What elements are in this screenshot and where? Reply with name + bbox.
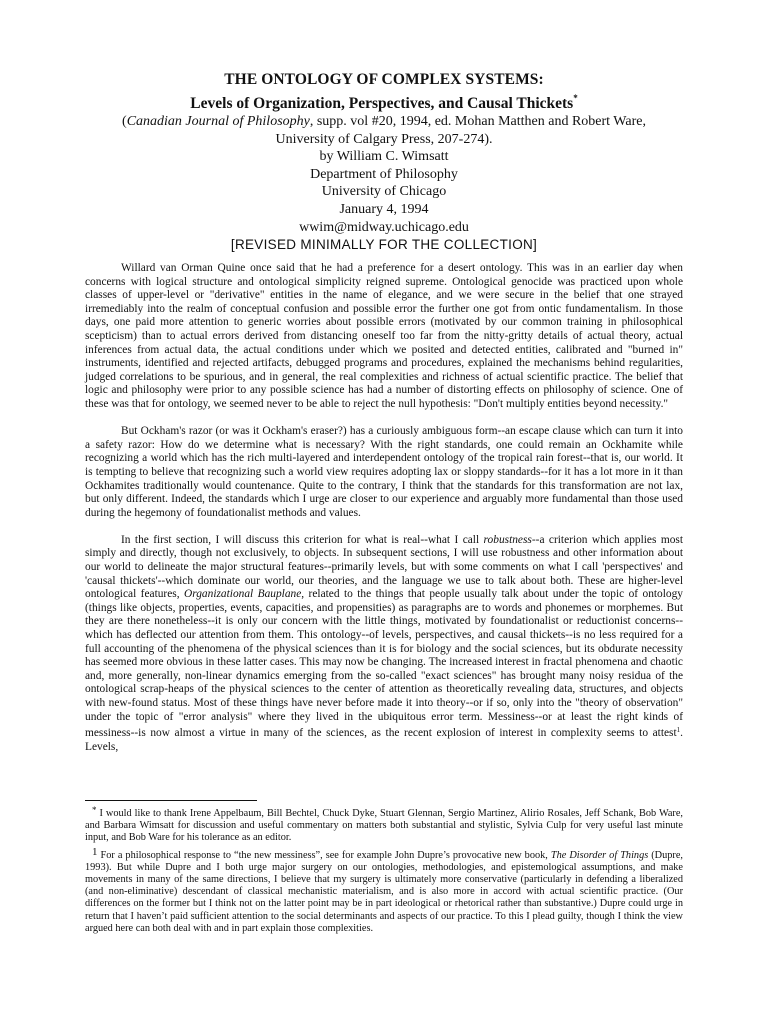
term-organizational-bauplane: Organizational Bauplane — [184, 588, 302, 601]
email-line[interactable]: wwim@midway.uchicago.edu — [299, 219, 469, 235]
footnote-1-text-a: For a philosophical response to “the new messiness”, see for example John Dupre’s provocative new book, — [100, 849, 551, 861]
paragraph-3-part-b: --a criterion which applies most simply and directly, though not exclusively, to objects. In subsequent sections, I will use robustness and other information about our world to delineate the major structural features--primarily levels, but with some comments on what I call 'perspectives' and 'causal thickets'--which dominate our world, our theories, and the language we use to talk about both. These are higher-level ontological features, — [85, 533, 683, 601]
term-robustness: robustness — [483, 533, 532, 546]
paragraph-3-part-c: , related to the things that people usually talk about under the topic of ontology (things like objects, properties, events, capacities, and propensities) as paragraphs are to words and phonemes or morphemes. But they are there nonetheless--it is only our concern with the little things, motivated by foundationalist or reductionist concerns--which has deflected our attention from them. This ontology--of levels, perspectives, and causal thickets--is no less required for a full accounting of the phenomena of the physical sciences than it is for biology and the social sciences, but its obdurate necessity has seemed more obvious in these latter cases. This may now be changing. The increased interest in fractal phenomena and chaotic and, more generally, non-linear dynamics emerging from the so-called "exact sciences" has brought many noisy residua of the ontological scrap-heaps of the physical sciences to the center of attention as theoretically revealing data, structures, and objects with new-found status. Most of these things have never before made it into theory--or if so, only into the "theory of observation" under the topic of "error analysis" where they lived in the ubiquitous error term. Messiness--or at least the right kinds of messiness--is now almost a virtue in many of the sciences, as the recent explosion of interest in complexity seems to attest — [85, 588, 683, 740]
paragraph-3-part-d: . Levels, — [85, 727, 683, 753]
paragraph-2: But Ockham's razor (or was it Ockham's eraser?) has a curiously ambiguous form--an escape clause which can turn it into a safety razor: How do we determine what is necessary? With the right standards, one could remain an Ockhamite while recognizing a world which has the rich multi-layered and interdependent ontology of the tropical rain forest--that is, our world. It is tempting to believe that recognizing such a world view requires adopting lax or sloppy standards--for it has a lot more in it than Ockhamites traditionally would countenance. Quite to the contrary, I think that the standards for this transformation are not lax, but only different. Indeed, the standards which I urge are closer to our experience and arguably more fundamental than those used during the hegemony of foundationalist methods and values. — [85, 425, 683, 519]
body-text — [85, 262, 683, 768]
footnote-1 — [85, 846, 683, 935]
citation-open: ( — [122, 114, 127, 129]
footnote-1-mark: 1 — [92, 845, 98, 858]
university-line: University of Chicago — [321, 184, 447, 200]
date-line: January 4, 1994 — [339, 201, 429, 217]
paragraph-3-part-a: In the first section, I will discuss this criterion for what is real--what I call — [121, 533, 484, 546]
footnote-star — [85, 804, 683, 845]
citation-line-1 — [0, 113, 768, 131]
footnote-1-text-b: (Dupre, 1993). But while Dupre and I both urge major surgery on our ontologies, methodologies, and epistemological assumptions, and make movements in many of the same directions, I believe that my surgery is ultimately more conservative (particularly in defending a liberalized (and non-eliminative) descendant of classical mechanistic materialism, and is also more in accord with actual scientific practice. (Our differences on the former but I think not on the latter point may be in part ideological or rhetorical rather than substantive.) Dupre could urge in return that I haven’t paid sufficient attention to the social determinants and aspects of our practice. To this I plead guilty, though I think the view argued here can both deal with and in part explain those complexities. — [85, 849, 683, 934]
citation-line-2: University of Calgary Press, 207-274). — [275, 131, 493, 147]
footnote-divider — [85, 800, 257, 801]
document-title: THE ONTOLOGY OF COMPLEX SYSTEMS: — [224, 71, 544, 88]
footnote-star-text: I would like to thank Irene Appelbaum, Bill Bechtel, Chuck Dyke, Stuart Glennan, Sergio Martinez, Alirio Rosales, Jeff Schank, Bob Ware, and Barbara Wimsatt for discussion and useful commentary on matters both substantial and stylistic, Sylvia Culp for very useful last minute input, and Bob Ware for his tolerance as an editor. — [85, 808, 683, 844]
document-subtitle — [0, 89, 768, 113]
department-line: Department of Philosophy — [310, 166, 458, 182]
paragraph-3 — [85, 534, 683, 755]
revised-note: [REVISED MINIMALLY FOR THE COLLECTION] — [230, 237, 538, 253]
paragraph-1: Willard van Orman Quine once said that he had a preference for a desert ontology. This was in an earlier day when concerns with logical structure and ontological simplicity reigned supreme. Ontological genocide was practiced upon whole classes of upper-level or "derivative" entities in the name of elegance, and we were secure in the belief that one strayed irremediably into the realm of conceptual confusion and possible error the further one got from ontic fundamentalism. In those days, one paid more attention to generic worries about possible errors (motivated by our common training in philosophical scepticism) than to actual errors derived from distancing oneself too far from the nitty-gritty details of actual theory, actual inferences from actual data, the actual conditions under which we posited and detected entities, calibrated and "burned in" instruments, identified and rejected artifacts, debugged programs and procedures, explained the mechanisms behind regularities, judged correlations to be spurious, and in general, the real complexities and richness of actual scientific practice. The belief that logic and philosophy were prior to any possible science has had a number of distorting effects on philosophy of science. One of these was that for ontology, we seemed never to be able to reject the null hypothesis: "Don't multiply entities beyond necessity." — [85, 262, 683, 410]
citation-rest: , supp. vol #20, 1994, ed. Mohan Matthen and Robert Ware, — [309, 114, 646, 129]
author-line: by William C. Wimsatt — [319, 149, 449, 165]
subtitle-text: Levels of Organization, Perspectives, and Causal Thickets — [190, 95, 574, 112]
title-block — [0, 70, 768, 254]
footnotes — [85, 804, 683, 936]
footnote-ref-1[interactable]: 1 — [676, 726, 681, 735]
subtitle-footnote-mark[interactable]: * — [573, 93, 578, 103]
citation-journal: Canadian Journal of Philosophy — [126, 114, 310, 129]
footnote-star-mark: * — [92, 805, 97, 815]
footnote-1-book-title: The Disorder of Things — [550, 849, 649, 861]
